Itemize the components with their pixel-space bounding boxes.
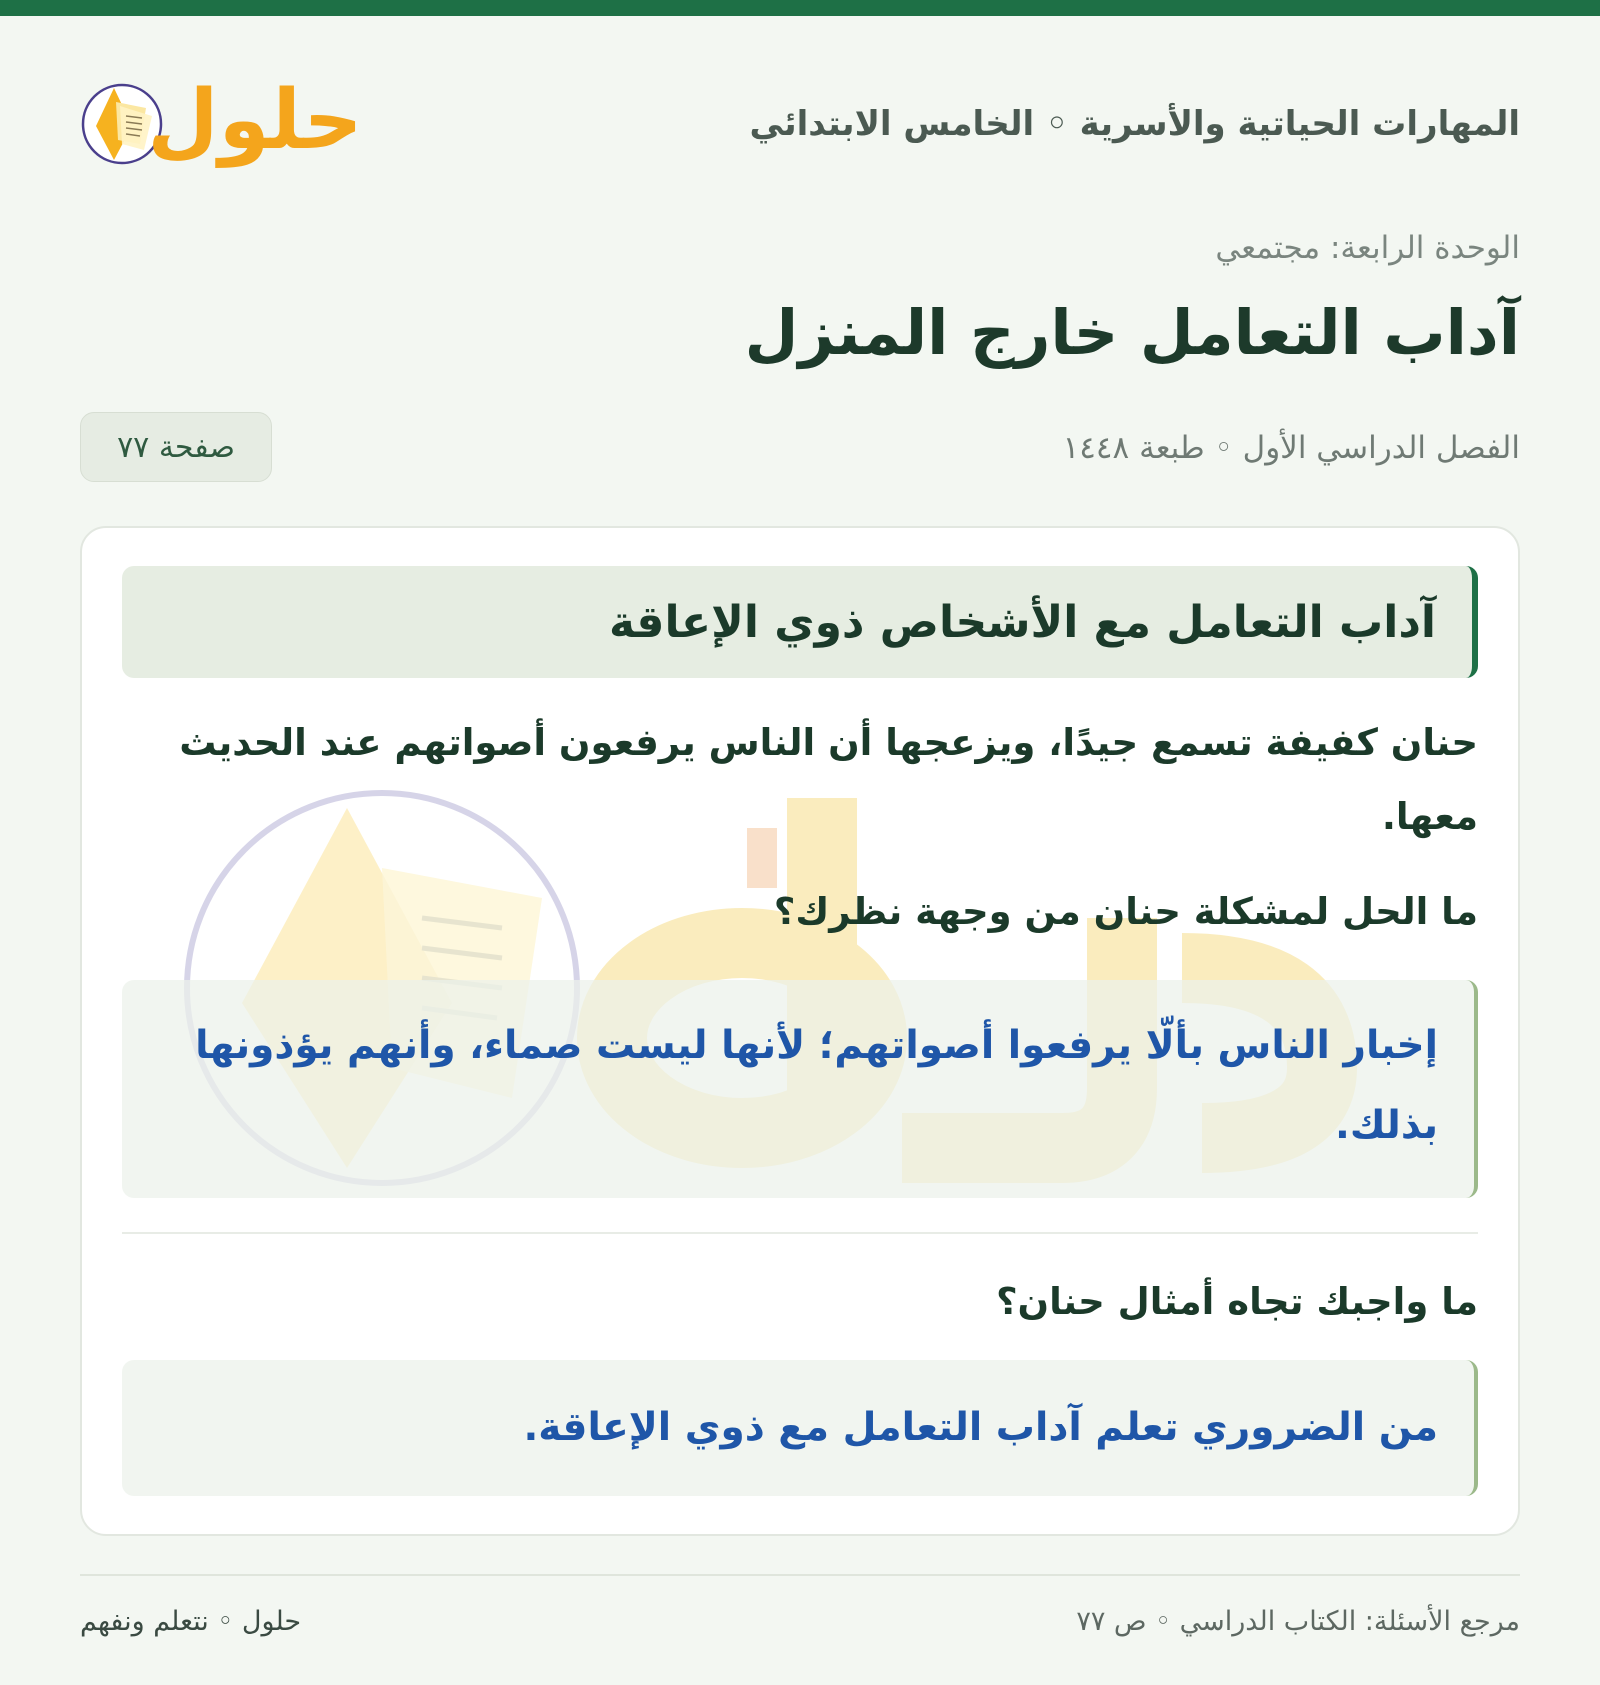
question-1: ما الحل لمشكلة حنان من وجهة نظرك؟ — [773, 890, 1478, 933]
section-heading-text: آداب التعامل مع الأشخاص ذوي الإعاقة — [609, 596, 1436, 648]
footer-reference: مرجع الأسئلة: الكتاب الدراسي ◦ ص ٧٧ — [1076, 1606, 1520, 1637]
answer-1-text: إخبار الناس بألّا يرفعوا أصواتهم؛ لأنها ليست صماء، وأنهم يؤذونها بذلك. — [195, 1023, 1438, 1148]
semester-edition-label: الفصل الدراسي الأول ◦ طبعة ١٤٤٨ — [1062, 430, 1520, 466]
answer-2-box — [122, 1360, 1478, 1496]
section-heading — [122, 566, 1478, 678]
logo-wordmark: حلول — [147, 73, 363, 168]
top-accent-bar — [0, 0, 1600, 16]
page-number-badge: صفحة ٧٧ — [80, 412, 272, 482]
hulul-logo[interactable] — [80, 70, 380, 180]
answer-2-text: من الضروري تعلم آداب التعامل مع ذوي الإعاقة. — [523, 1405, 1438, 1450]
scenario-text: حنان كفيفة تسمع جيدًا، ويزعجها أن الناس يرفعون أصواتهم عند الحديث معها. — [179, 721, 1478, 838]
answer-1-box — [122, 980, 1478, 1198]
footer-brand: حلول ◦ نتعلم ونفهم — [80, 1606, 302, 1637]
page-header — [80, 70, 1520, 180]
subject-grade-label: المهارات الحياتية والأسرية ◦ الخامس الابتدائي — [749, 104, 1520, 144]
footer-divider — [80, 1574, 1520, 1576]
lesson-title: آداب التعامل خارج المنزل — [744, 296, 1520, 369]
divider — [122, 1232, 1478, 1234]
question-2: ما واجبك تجاه أمثال حنان؟ — [996, 1280, 1478, 1323]
unit-label: الوحدة الرابعة: مجتمعي — [1215, 230, 1520, 266]
question-card — [80, 526, 1520, 1536]
